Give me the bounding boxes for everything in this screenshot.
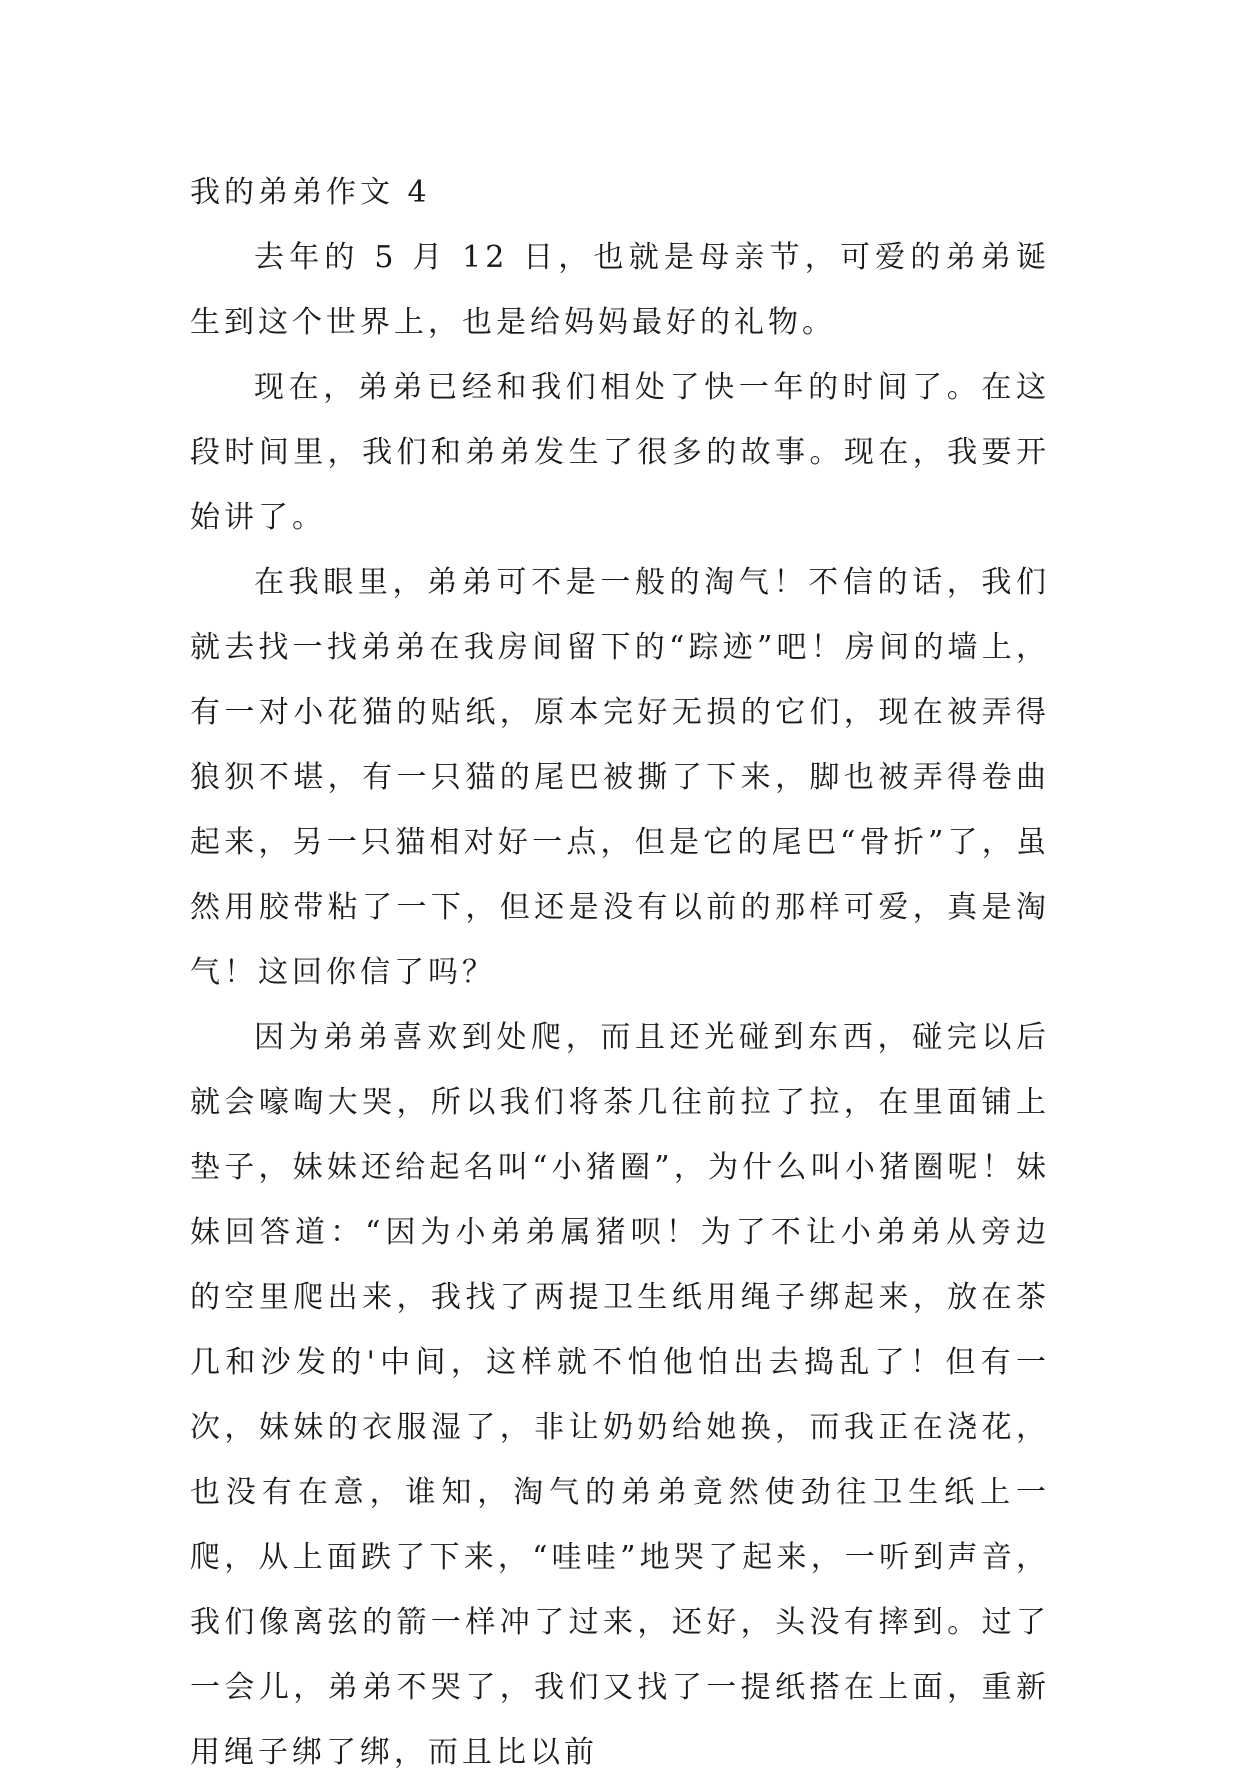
paragraph-3: 在我眼里，弟弟可不是一般的淘气！不信的话，我们就去找一找弟弟在我房间留下的“踪迹”吧！房间的墙上，有一对小花猫的贴纸，原本完好无损的它们，现在被弄得狼狈不堪，有一只猫的尾巴被撕了下来，脚也被弄得卷曲起来，另一只猫相对好一点，但是它的尾巴“骨折”了，虽然用胶带粘了一下，但还是没有以前的那样可爱，真是淘气！这回你信了吗？ [190, 565, 1050, 990]
paragraph-2: 现在，弟弟已经和我们相处了快一年的时间了。在这段时间里，我们和弟弟发生了很多的故事。现在，我要开始讲了。 [190, 370, 1050, 535]
document-body [190, 160, 1050, 1785]
document-title: 我的弟弟作文 4 [190, 175, 431, 210]
paragraph-4: 因为弟弟喜欢到处爬，而且还光碰到东西，碰完以后就会嚎啕大哭，所以我们将茶几往前拉了拉，在里面铺上垫子，妹妹还给起名叫“小猪圈”，为什么叫小猪圈呢！妹妹回答道：“因为小弟弟属猪呗！为了不让小弟弟从旁边的空里爬出来，我找了两提卫生纸用绳子绑起来，放在茶几和沙发的'中间，这样就不怕他怕出去捣乱了！但有一次，妹妹的衣服湿了，非让奶奶给她换，而我正在浇花，也没有在意，谁知，淘气的弟弟竟然使劲往卫生纸上一爬，从上面跌了下来，“哇哇”地哭了起来，一听到声音，我们像离弦的箭一样冲了过来，还好，头没有摔到。过了一会儿，弟弟不哭了，我们又找了一提纸搭在上面，重新用绳子绑了绑，而且比以前 [190, 1020, 1050, 1770]
paragraph-1: 去年的 5 月 12 日，也就是母亲节，可爱的弟弟诞生到这个世界上，也是给妈妈最好的礼物。 [190, 240, 1050, 340]
